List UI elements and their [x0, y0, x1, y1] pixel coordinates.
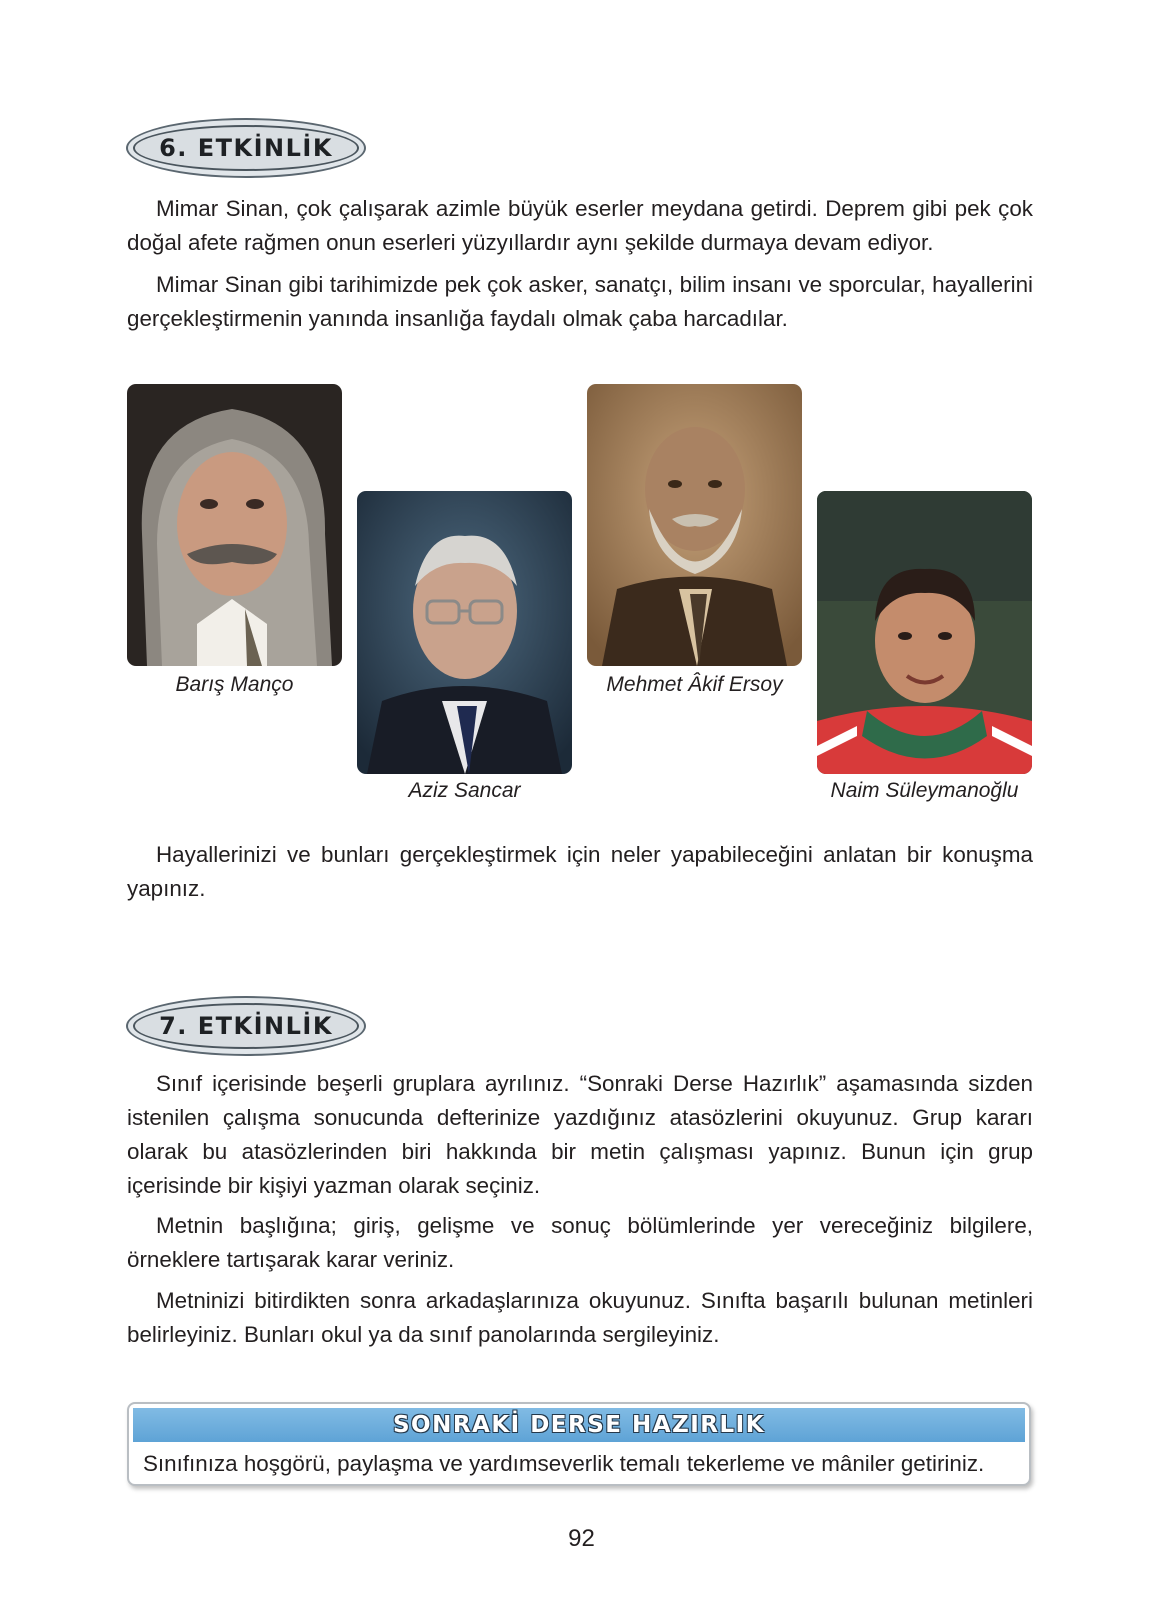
activity-6-badge	[126, 118, 366, 178]
activity-6-paragraph-2: Mimar Sinan gibi tarihimizde pek çok asker, sanatçı, bilim insanı ve sporcular, hayallerini gerçekleştirmenin yanında insanlığa faydalı olmak çaba harcadılar.	[127, 272, 1033, 331]
photo-baris-manco	[127, 384, 342, 666]
caption-aziz-sancar: Aziz Sancar	[408, 779, 521, 802]
activity-7-badge	[126, 996, 366, 1056]
activity-7-title: 7. ETKİNLİK	[159, 1012, 333, 1040]
photo-mehmet-akif-ersoy	[587, 384, 802, 666]
caption-naim-suleymanoglu: Naim Süleymanoğlu	[830, 779, 1019, 802]
next-lesson-box	[127, 1402, 1031, 1486]
photo-aziz-sancar	[357, 491, 572, 774]
next-lesson-title: SONRAKİ DERSE HAZIRLIK	[133, 1408, 1025, 1442]
caption-mehmet-akif-ersoy: Mehmet Âkif Ersoy	[606, 673, 783, 696]
activity-6-paragraph-1: Mimar Sinan, çok çalışarak azimle büyük eserler meydana getirdi. Deprem gibi pek çok doğal afete rağmen onun eserleri yüzyıllardır aynı şekilde durmaya devam ediyor.	[127, 196, 1033, 255]
activity-6-task: Hayallerinizi ve bunları gerçekleştirmek için neler yapabileceğini anlatan bir konuşma yapınız.	[127, 842, 1033, 901]
page-number: 92	[568, 1525, 595, 1552]
next-lesson-text: Sınıfınıza hoşgörü, paylaşma ve yardımseverlik temalı tekerleme ve mâniler getiriniz.	[143, 1451, 985, 1476]
caption-baris-manco: Barış Manço	[175, 673, 294, 696]
photo-naim-suleymanoglu	[817, 491, 1032, 774]
activity-7-paragraph-3: Metninizi bitirdikten sonra arkadaşlarınıza okuyunuz. Sınıfta başarılı bulunan metinleri belirleyiniz. Bunları okul ya da sınıf panolarında sergileyiniz.	[127, 1288, 1033, 1347]
activity-6-title: 6. ETKİNLİK	[159, 134, 333, 162]
activity-7-paragraph-2: Metnin başlığına; giriş, gelişme ve sonuç bölümlerinde yer vereceğiniz bilgilere, örneklere tartışarak karar veriniz.	[127, 1213, 1033, 1272]
activity-7-paragraph-1: Sınıf içerisinde beşerli gruplara ayrılınız. “Sonraki Derse Hazırlık” aşamasında sizden istenilen çalışma sonucunda defterinize yazdığınız atasözlerini okuyunuz. Grup kararı olarak bu atasözlerinden biri hakkında bir metin çalışması yapınız. Bunun için grup içerisinde bir kişiyi yazman olarak seçiniz.	[127, 1071, 1033, 1198]
